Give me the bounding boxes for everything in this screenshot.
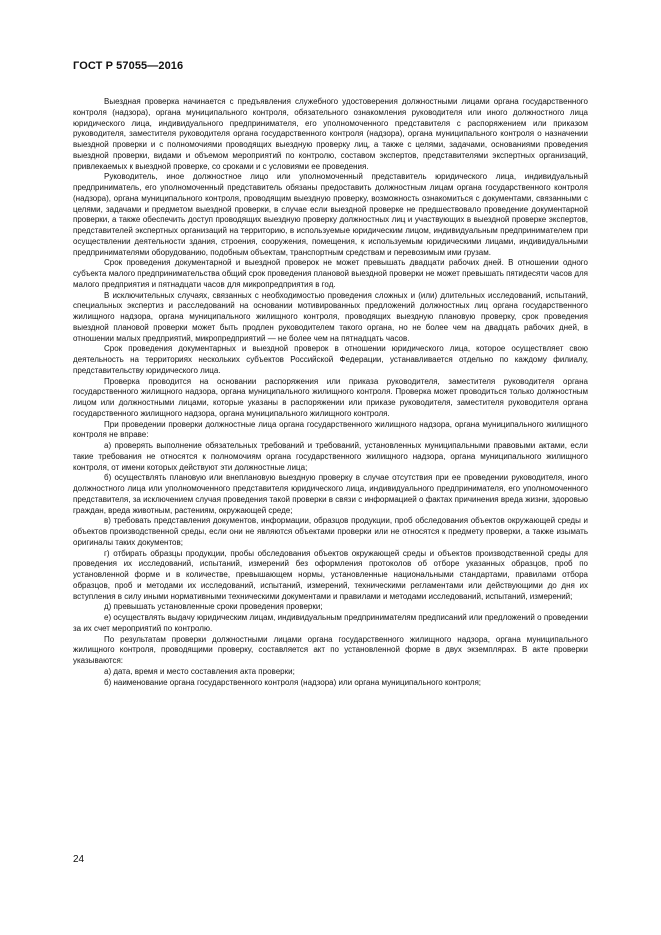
list-item: д) превышать установленные сроки проведения проверки;	[104, 602, 323, 612]
list-item: б) осуществлять плановую или внеплановую выездную проверку в случае отсутствия при ее проведении руководителя, иного должностного лица или уполномоченного представителя юридического лица, индивидуального предпринимателя, его уполномоченного представителя, за исключением случая проведения такой проверки в связи с информацией о фактах причинения вреда жизни, здоровью граждан, вреда животным, растениям, окружающей среде;	[73, 473, 588, 515]
list-item: в) требовать представления документов, информации, образцов продукции, проб обследования объектов окружающей среды и объектов производственной среды, если они не являются объектами проверки или не относятся к предмету проверки, а также изымать оригиналы таких документов;	[73, 516, 588, 547]
list-item: а) проверять выполнение обязательных требований и требований, установленных муниципальными правовыми актами, если такие требования не относятся к полномочиям органа государственного жилищного надзора, органа муниципального жилищного контроля, от имени которых действуют эти должностные лица;	[73, 441, 588, 472]
list-item: а) дата, время и место составления акта проверки;	[104, 666, 295, 676]
paragraph: По результатам проверки должностными лицами органа государственного жилищного надзора, органа муниципального жилищного контроля, проводящими проверку, составляется акт по установленной форме в двух экземплярах. В акте проверки указываются:	[73, 634, 588, 665]
paragraph: Срок проведения документарных и выездной проверок в отношении юридического лица, которое осуществляет свою деятельность на территориях нескольких субъектов Российской Федерации, устанавливается отдельно по каждому филиалу, представительству юридического лица.	[73, 344, 588, 375]
list-item: г) отбирать образцы продукции, пробы обследования объектов окружающей среды и объектов производственной среды для проведения их исследований, испытаний, измерений без оформления протоколов об отборе указанных образцов, проб по установленной форме и в количестве, превышающем нормы, установленные национальными стандартами, правилами отбора образцов, проб и методами их исследований, испытаний, измерений, техническими регламентами или действующими до дня их вступления в силу иными нормативными техническими документами и правилами и методами исследований, испытаний, измерений;	[73, 548, 588, 601]
paragraph: При проведении проверки должностные лица органа государственного жилищного надзора, органа муниципального жилищного контроля не вправе:	[73, 419, 588, 440]
standard-number-header: ГОСТ Р 57055—2016	[73, 60, 184, 72]
paragraph: Срок проведения документарной и выездной проверок не может превышать двадцати рабочих дней. В отношении одного субъекта малого предпринимательства общий срок проведения плановой выездной проверки не может превышать пятидесяти часов для малого предприятия и пятнадцати часов для микропредприятия в год.	[73, 258, 588, 289]
list-item: б) наименование органа государственного контроля (надзора) или органа муниципального контроля;	[104, 677, 482, 687]
body-text	[73, 97, 588, 688]
paragraph: В исключительных случаях, связанных с необходимостью проведения сложных и (или) длительных исследований, испытаний, специальных экспертиз и расследований на основании мотивированных предложений должностных лиц органа государственного жилищного надзора, органа муниципального жилищного контроля, проводящих выездную плановую проверку, срок проведения выездной плановой проверки может быть продлен руководителем такого органа, но не более чем на двадцать рабочих дней, в отношении малых предприятий, микропредприятий — не более чем на пятнадцать часов.	[73, 290, 588, 343]
paragraph: Руководитель, иное должностное лицо или уполномоченный представитель юридического лица, индивидуальный предприниматель, его уполномоченный представитель обязаны предоставить должностным лицам органа государственного контроля (надзора), органа муниципального контроля, проводящим выездную проверку, возможность ознакомиться с документами, связанными с целями, задачами и предметом выездной проверки, в случае если выездной проверке не предшествовало проведение документарной проверки, а также обеспечить доступ проводящих выездную проверку должностных лиц и участвующих в выездной проверке экспертов, представителей экспертных организаций на территорию, в используемые юридическим лицом, индивидуальным предпринимателем при осуществлении деятельности здания, строения, сооружения, помещения, к используемым юридическими лицами, индивидуальными предпринимателями оборудованию, подобным объектам, транспортным средствам и перевозимым ими грузам.	[73, 172, 588, 257]
page-number: 24	[73, 854, 85, 865]
paragraph: Выездная проверка начинается с предъявления служебного удостоверения должностными лицами органа государственного контроля (надзора), органа муниципального контроля, обязательного ознакомления руководителя или иного должностного лица юридического лица, индивидуального предпринимателя, его уполномоченного представителя с распоряжением или приказом руководителя, заместителя руководителя органа государственного контроля (надзора), органа муниципального контроля о назначении выездной проверки и с полномочиями проводящих выездную проверку лиц, а также с целями, задачами, основаниями проведения выездной проверки, видами и объемом мероприятий по контролю, составом экспертов, представителями экспертных организаций, привлекаемых к выездной проверке, со сроками и с условиями ее проведения.	[73, 97, 588, 171]
list-item: е) осуществлять выдачу юридическим лицам, индивидуальным предпринимателям предписаний или предложений о проведении за их счет мероприятий по контролю.	[73, 613, 588, 633]
paragraph: Проверка проводится на основании распоряжения или приказа руководителя, заместителя руководителя органа государственного жилищного надзора, органа муниципального жилищного контроля. Проверка может проводиться только должностным лицом или должностными лицами, которые указаны в распоряжении или приказе руководителя, заместителя руководителя органа государственного жилищного надзора, органа муниципального жилищного контроля.	[73, 376, 588, 418]
